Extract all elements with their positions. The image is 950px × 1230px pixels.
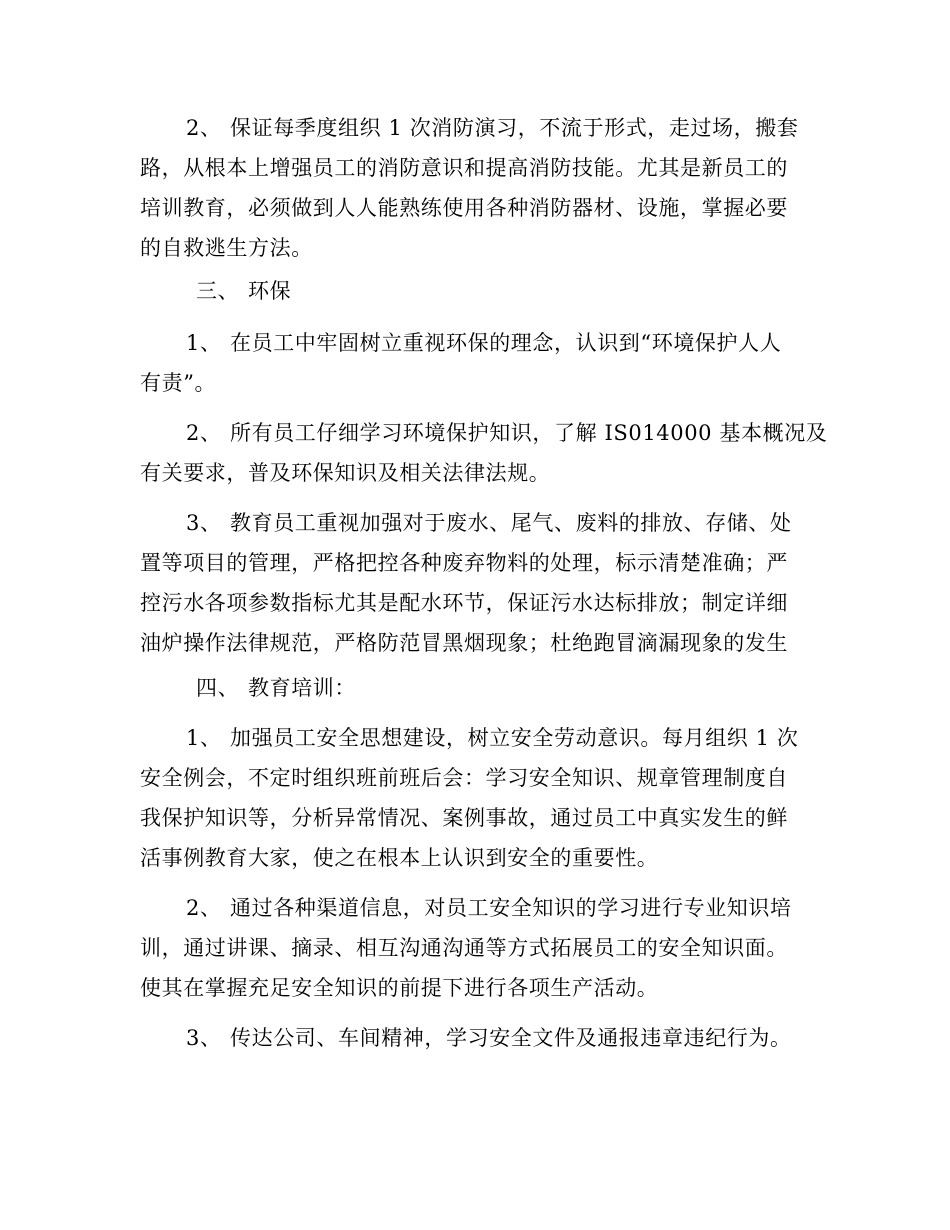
paragraph-line	[186, 508, 866, 538]
paragraph-line: 我保护知识等，分析异常情况、案例事故，通过员工中真实发生的鲜	[140, 806, 788, 830]
paragraph-text: 保证每季度组织 1 次消防演习，不流于形式，走过场，搬套	[230, 116, 799, 140]
paragraph-text: 所有员工仔细学习环境保护知识，了解 IS014000 基本概况及	[230, 421, 828, 445]
section-heading	[196, 276, 876, 306]
paragraph-text: 教育员工重视加强对于废水、尾气、废料的排放、存储、处	[230, 511, 792, 535]
list-number: 2、	[186, 421, 222, 445]
list-number: 1、	[186, 726, 222, 750]
paragraph-line: 有责”。	[140, 371, 217, 395]
paragraph-line: 路，从根本上增强员工的消防意识和提高消防技能。尤其是新员工的	[140, 156, 788, 180]
paragraph-line: 置等项目的管理，严格把控各种废弃物料的处理，标示清楚准确；严	[140, 551, 788, 575]
heading-number: 四、	[196, 676, 240, 700]
paragraph-line: 安全例会，不定时组织班前班后会：学习安全知识、规章管理制度自	[140, 766, 788, 790]
list-number: 2、	[186, 116, 222, 140]
paragraph-line	[186, 1023, 866, 1053]
paragraph-line: 培训教育，必须做到人人能熟练使用各种消防器材、设施，掌握必要	[140, 196, 788, 220]
section-heading	[196, 673, 876, 703]
paragraph-line: 使其在掌握充足安全知识的前提下进行各项生产活动。	[140, 976, 659, 1000]
paragraph-line: 油炉操作法律规范，严格防范冒黑烟现象；杜绝跑冒滴漏现象的发生	[140, 631, 788, 655]
list-number: 1、	[186, 331, 222, 355]
list-number: 2、	[186, 896, 222, 920]
heading-text: 教育培训：	[248, 676, 356, 700]
paragraph-line	[186, 723, 866, 753]
paragraph-line: 控污水各项参数指标尤其是配水环节，保证污水达标排放；制定详细	[140, 591, 788, 615]
paragraph-line: 有关要求，普及环保知识及相关法律法规。	[140, 461, 551, 485]
paragraph-line: 训，通过讲课、摘录、相互沟通沟通等方式拓展员工的安全知识面。	[140, 936, 788, 960]
paragraph-text: 通过各种渠道信息，对员工安全知识的学习进行专业知识培	[230, 896, 792, 920]
paragraph-line	[186, 893, 866, 923]
heading-number: 三、	[196, 279, 240, 303]
paragraph-line	[186, 418, 866, 448]
paragraph-line: 的自救逃生方法。	[140, 236, 313, 260]
paragraph-line: 活事例教育大家，使之在根本上认识到安全的重要性。	[140, 846, 659, 870]
list-number: 3、	[186, 511, 222, 535]
list-number: 3、	[186, 1026, 222, 1050]
paragraph-text: 在员工中牢固树立重视环保的理念，认识到“环境保护人人	[230, 331, 782, 355]
heading-text: 环保	[248, 279, 292, 303]
paragraph-line	[186, 113, 866, 143]
paragraph-text: 加强员工安全思想建设，树立安全劳动意识。每月组织 1 次	[230, 726, 799, 750]
paragraph-text: 传达公司、车间精神，学习安全文件及通报违章违纪行为。	[230, 1026, 792, 1050]
paragraph-line	[186, 328, 866, 358]
